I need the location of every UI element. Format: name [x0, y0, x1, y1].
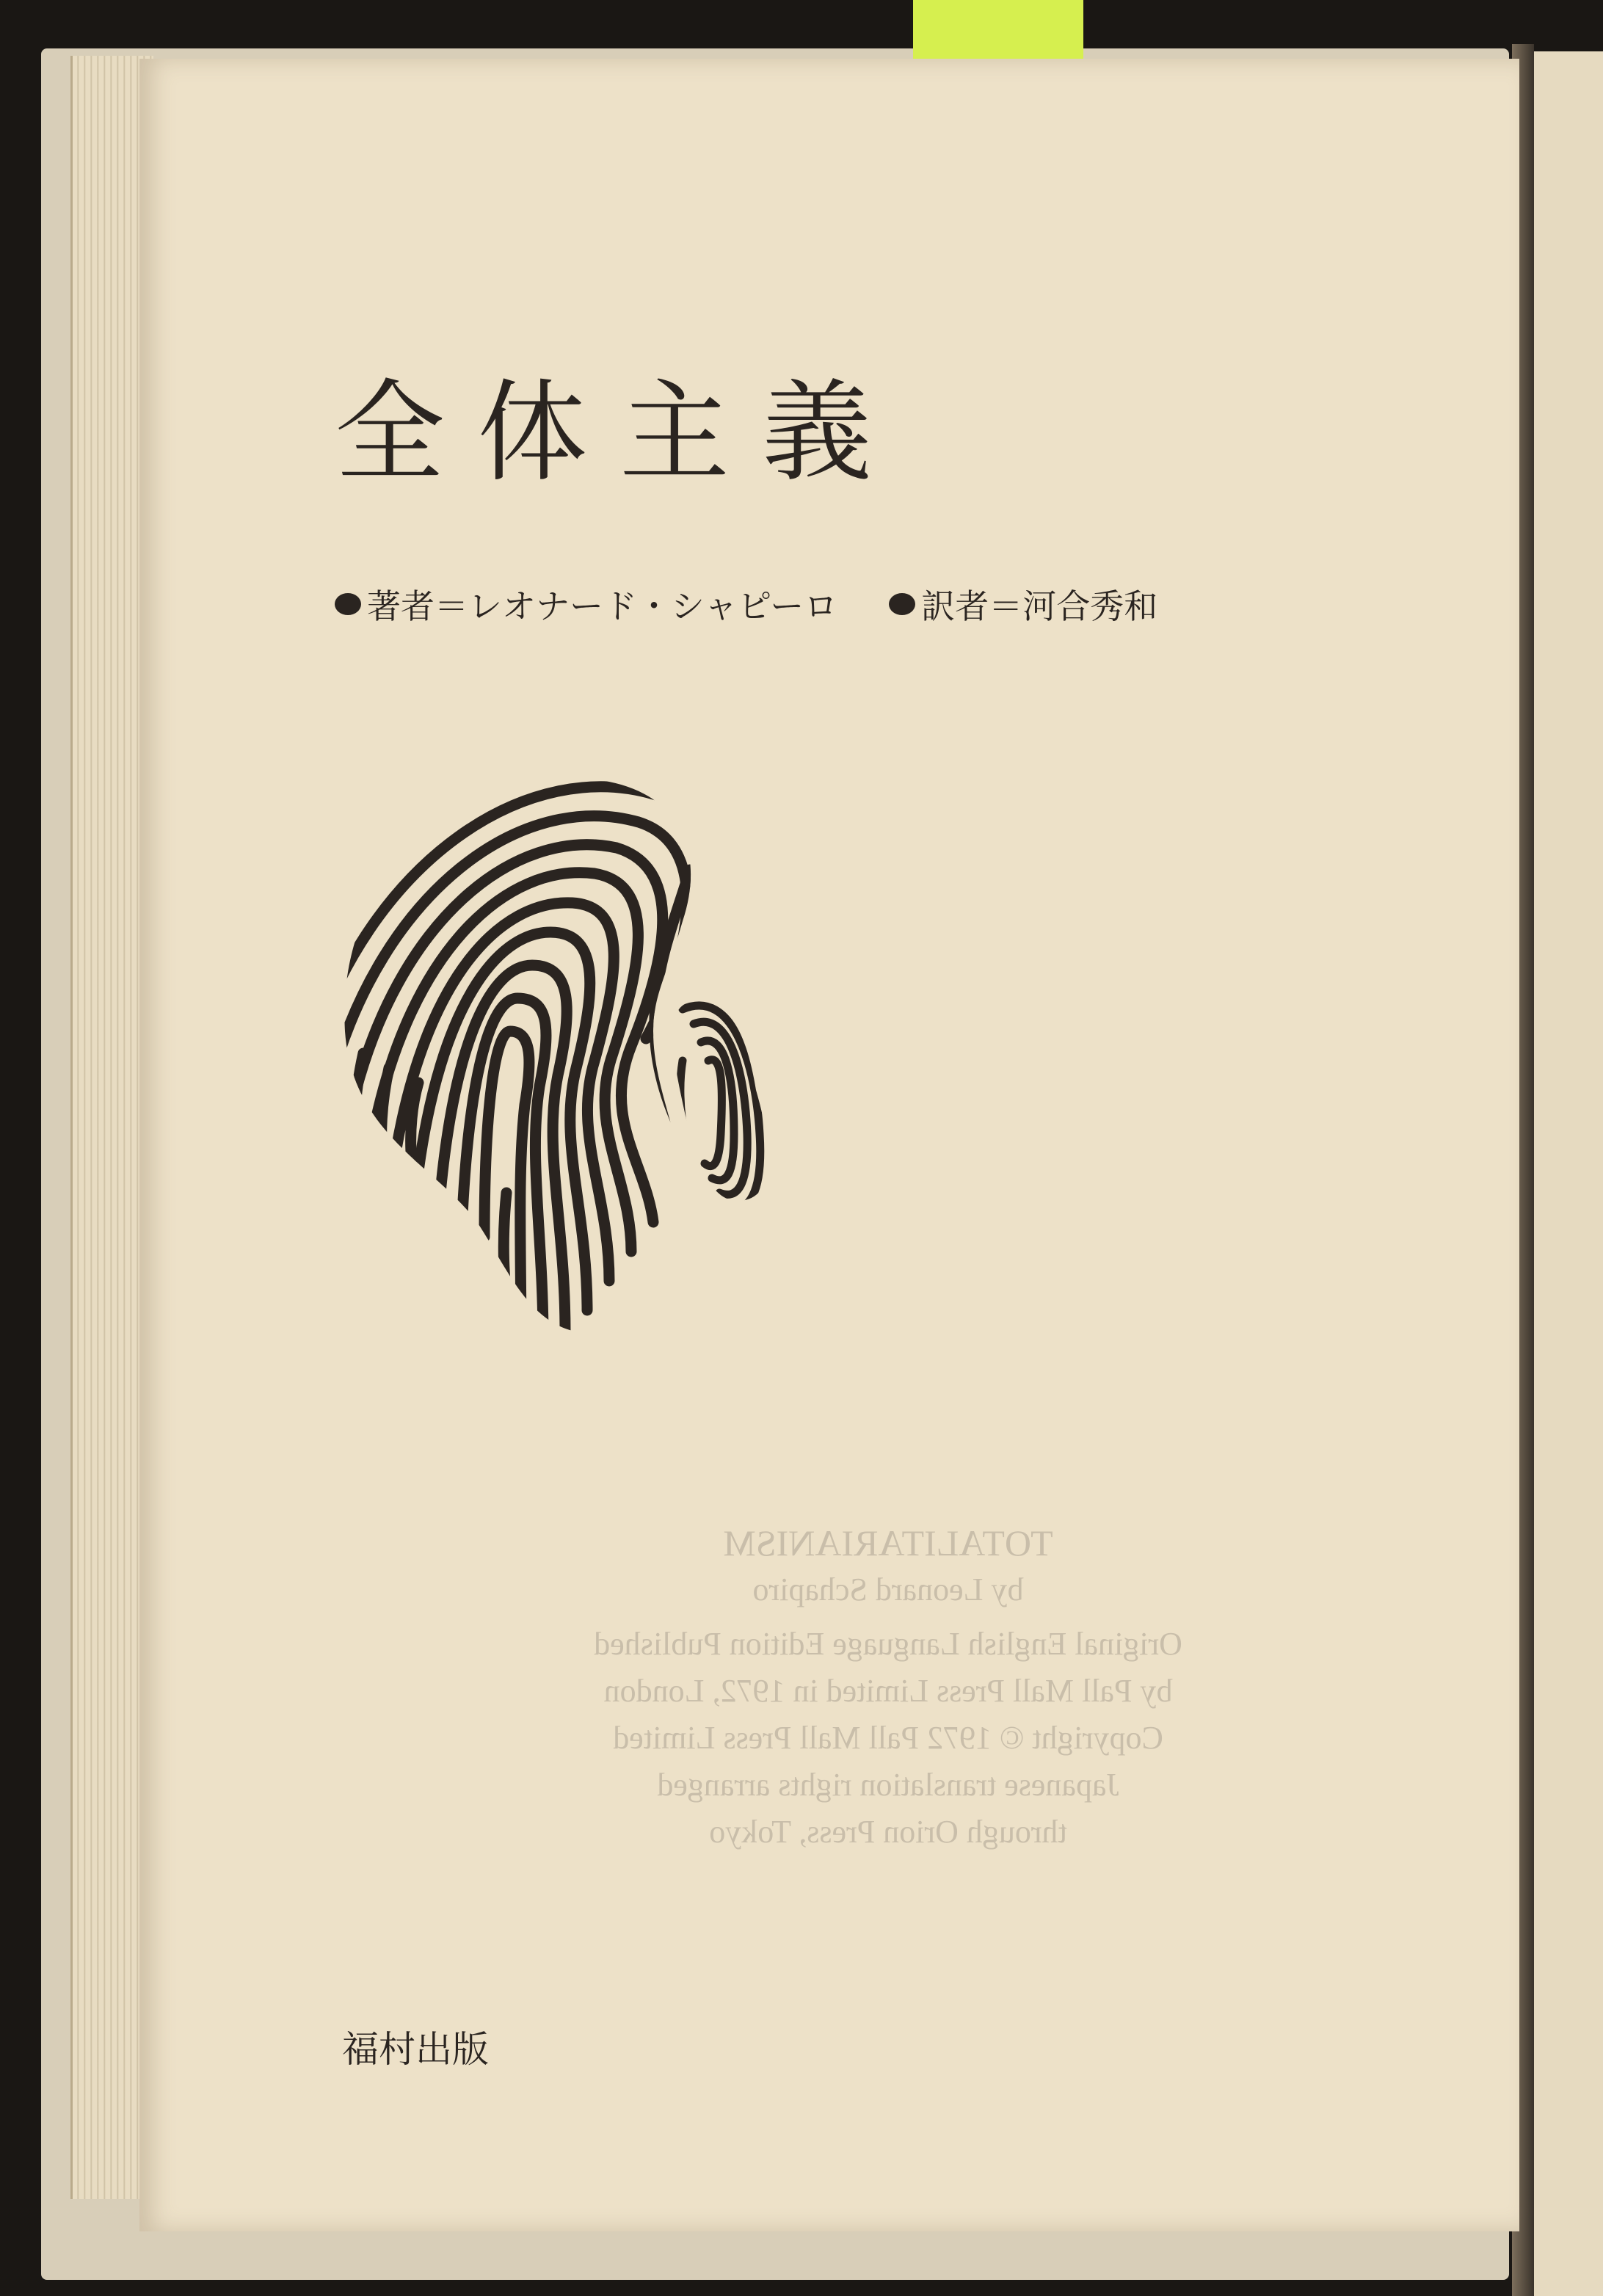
show-through-line: through Orion Press, Tokyo: [709, 1814, 1067, 1850]
credits-line: [335, 580, 1421, 628]
show-through-line: by Pall Mall Press Limited in 1972, London: [603, 1673, 1173, 1709]
author-credit: 著者＝レオナード・シャピーロ: [367, 586, 838, 626]
fingerprint-ear-icon: [338, 752, 807, 1340]
book-title: 全体主義: [335, 369, 905, 497]
bullet-icon: [335, 593, 361, 615]
publisher-name: 福村出版: [342, 2028, 489, 2071]
show-through-line: Japanese translation rights arranged: [657, 1767, 1119, 1803]
show-through-line: Original English Language Edition Published: [594, 1626, 1182, 1662]
show-through-line: Copyright © 1972 Pall Mall Press Limited: [613, 1720, 1163, 1756]
show-through-text: [514, 1519, 1262, 1856]
translator-credit: 訳者＝河合秀和: [921, 586, 1158, 626]
facing-page-edge: [1534, 51, 1603, 2296]
show-through-line: TOTALITARIANISM: [723, 1522, 1053, 1563]
show-through-line: by Leonard Schapiro: [752, 1572, 1024, 1607]
bookmark-tab[interactable]: [913, 0, 1083, 63]
bullet-icon: [889, 593, 915, 615]
